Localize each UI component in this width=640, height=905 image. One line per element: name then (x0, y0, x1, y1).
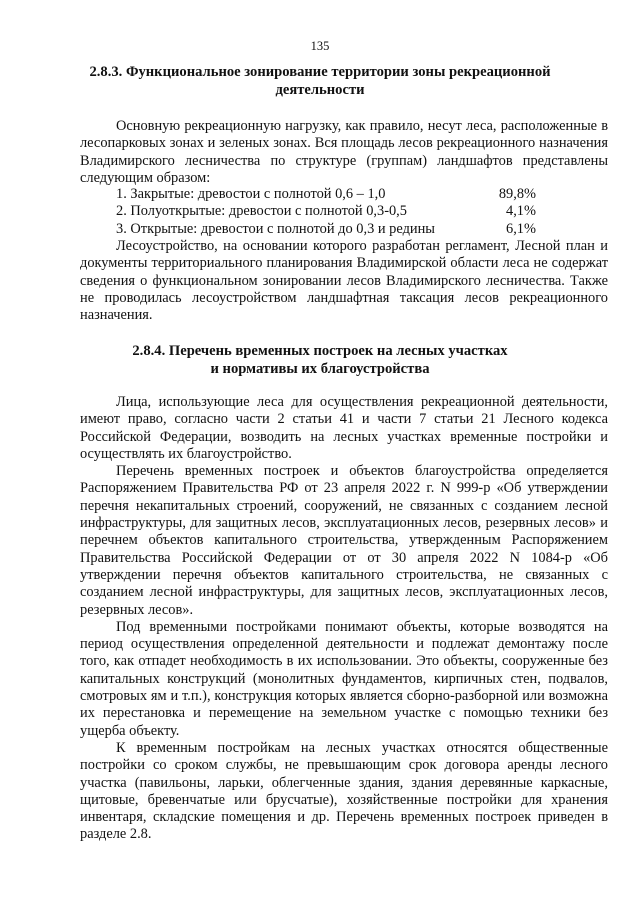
section-2-8-3-intro (80, 118, 608, 187)
list-item-value: 89,8% (498, 186, 536, 202)
paragraph: Под временными постройками понимают объекты, которые возводятся на период осуществления определенной деятельности и подлежат демонтажу после того, как отпадет необходимость в их использовании. Это объекты, сооруженные без капитальных конструкций (монолитных фундаментов, кирпичных стен, подвалов, смотровых ям и т.п.), конструкция которых является сборно-разборной или возможна их перестановка и перемещение на земельном участке с помощью техники без ущерба объекту. (80, 618, 608, 739)
heading-line: деятельности (275, 81, 365, 98)
landscape-structure-list (116, 186, 536, 238)
list-item (116, 203, 536, 220)
list-item-label: 1. Закрытые: древостои с полнотой 0,6 – 1,0 (116, 186, 386, 202)
heading-line: и нормативы их благоустройства (210, 360, 430, 377)
section-2-8-4-heading (0, 343, 640, 378)
section-2-8-3-conclusion (80, 238, 608, 324)
list-item (116, 221, 536, 238)
page-number: 135 (310, 39, 330, 53)
paragraph: Основную рекреационную нагрузку, как правило, несут леса, расположенные в лесопарковых зонах и зеленых зонах. Вся площадь лесов рекреационного назначения Владимирского лесничества по структуре (группам) ландшафтов представлены следующим образом: (80, 118, 608, 186)
paragraph: Лесоустройство, на основании которого разработан регламент, Лесной план и документы территориального планирования Владимирской области леса не содержат сведения о функциональном зонировании лесов Владимирского лесничества. Также не проводилась лесоустройством ландшафтная таксация лесов рекреационного назначения. (80, 238, 608, 324)
paragraph: К временным постройкам на лесных участках относятся общественные постройки со сроком службы, не превышающим срок договора аренды лесного участка (павильоны, ларьки, облегченные здания, здания деревянные каркасные, щитовые, бревенчатые или брусчатые), хозяйственные постройки для хранения инвентаря, складские помещения и др. Перечень временных построек приведен в разделе 2.8. (80, 739, 608, 843)
list-item-value: 6,1% (506, 220, 536, 237)
paragraph: Перечень временных построек и объектов благоустройства определяется Распоряжением Правительства РФ от 23 апреля 2022 г. N 999-р «Об утверждении перечня некапитальных строений, сооружений, не связанных с созданием лесной инфраструктуры, для защитных лесов, эксплуатационных лесов, резервных лесов» и перечнем объектов капитального строительства, утвержденным Распоряжением Правительства Российской Федерации от от 30 апреля 2022 N 1084-р «Об утверждении перечня объектов капитального строительства, не связанных с созданием лесной инфраструктуры, для защитных лесов, эксплуатационных лесов, резервных лесов». (80, 463, 608, 618)
list-item (116, 186, 536, 203)
paragraph: Лица, использующие леса для осуществления рекреационной деятельности, имеют право, согласно части 2 статьи 41 и части 7 статьи 21 Лесного кодекса Российской Федерации, возводить на лесных участках временные постройки и осуществлять их благоустройство. (80, 394, 608, 462)
list-item-label: 3. Открытые: древостои с полнотой до 0,3 и редины (116, 220, 435, 237)
heading-line: 2.8.3. Функциональное зонирование территории зоны рекреационной (89, 64, 551, 80)
heading-line: 2.8.4. Перечень временных построек на лесных участках (132, 343, 508, 359)
list-item-label: 2. Полуоткрытые: древостои с полнотой 0,3-0,5 (116, 203, 407, 220)
list-item-value: 4,1% (506, 203, 536, 220)
section-2-8-3-heading (0, 64, 640, 99)
section-2-8-4-body (80, 394, 608, 844)
